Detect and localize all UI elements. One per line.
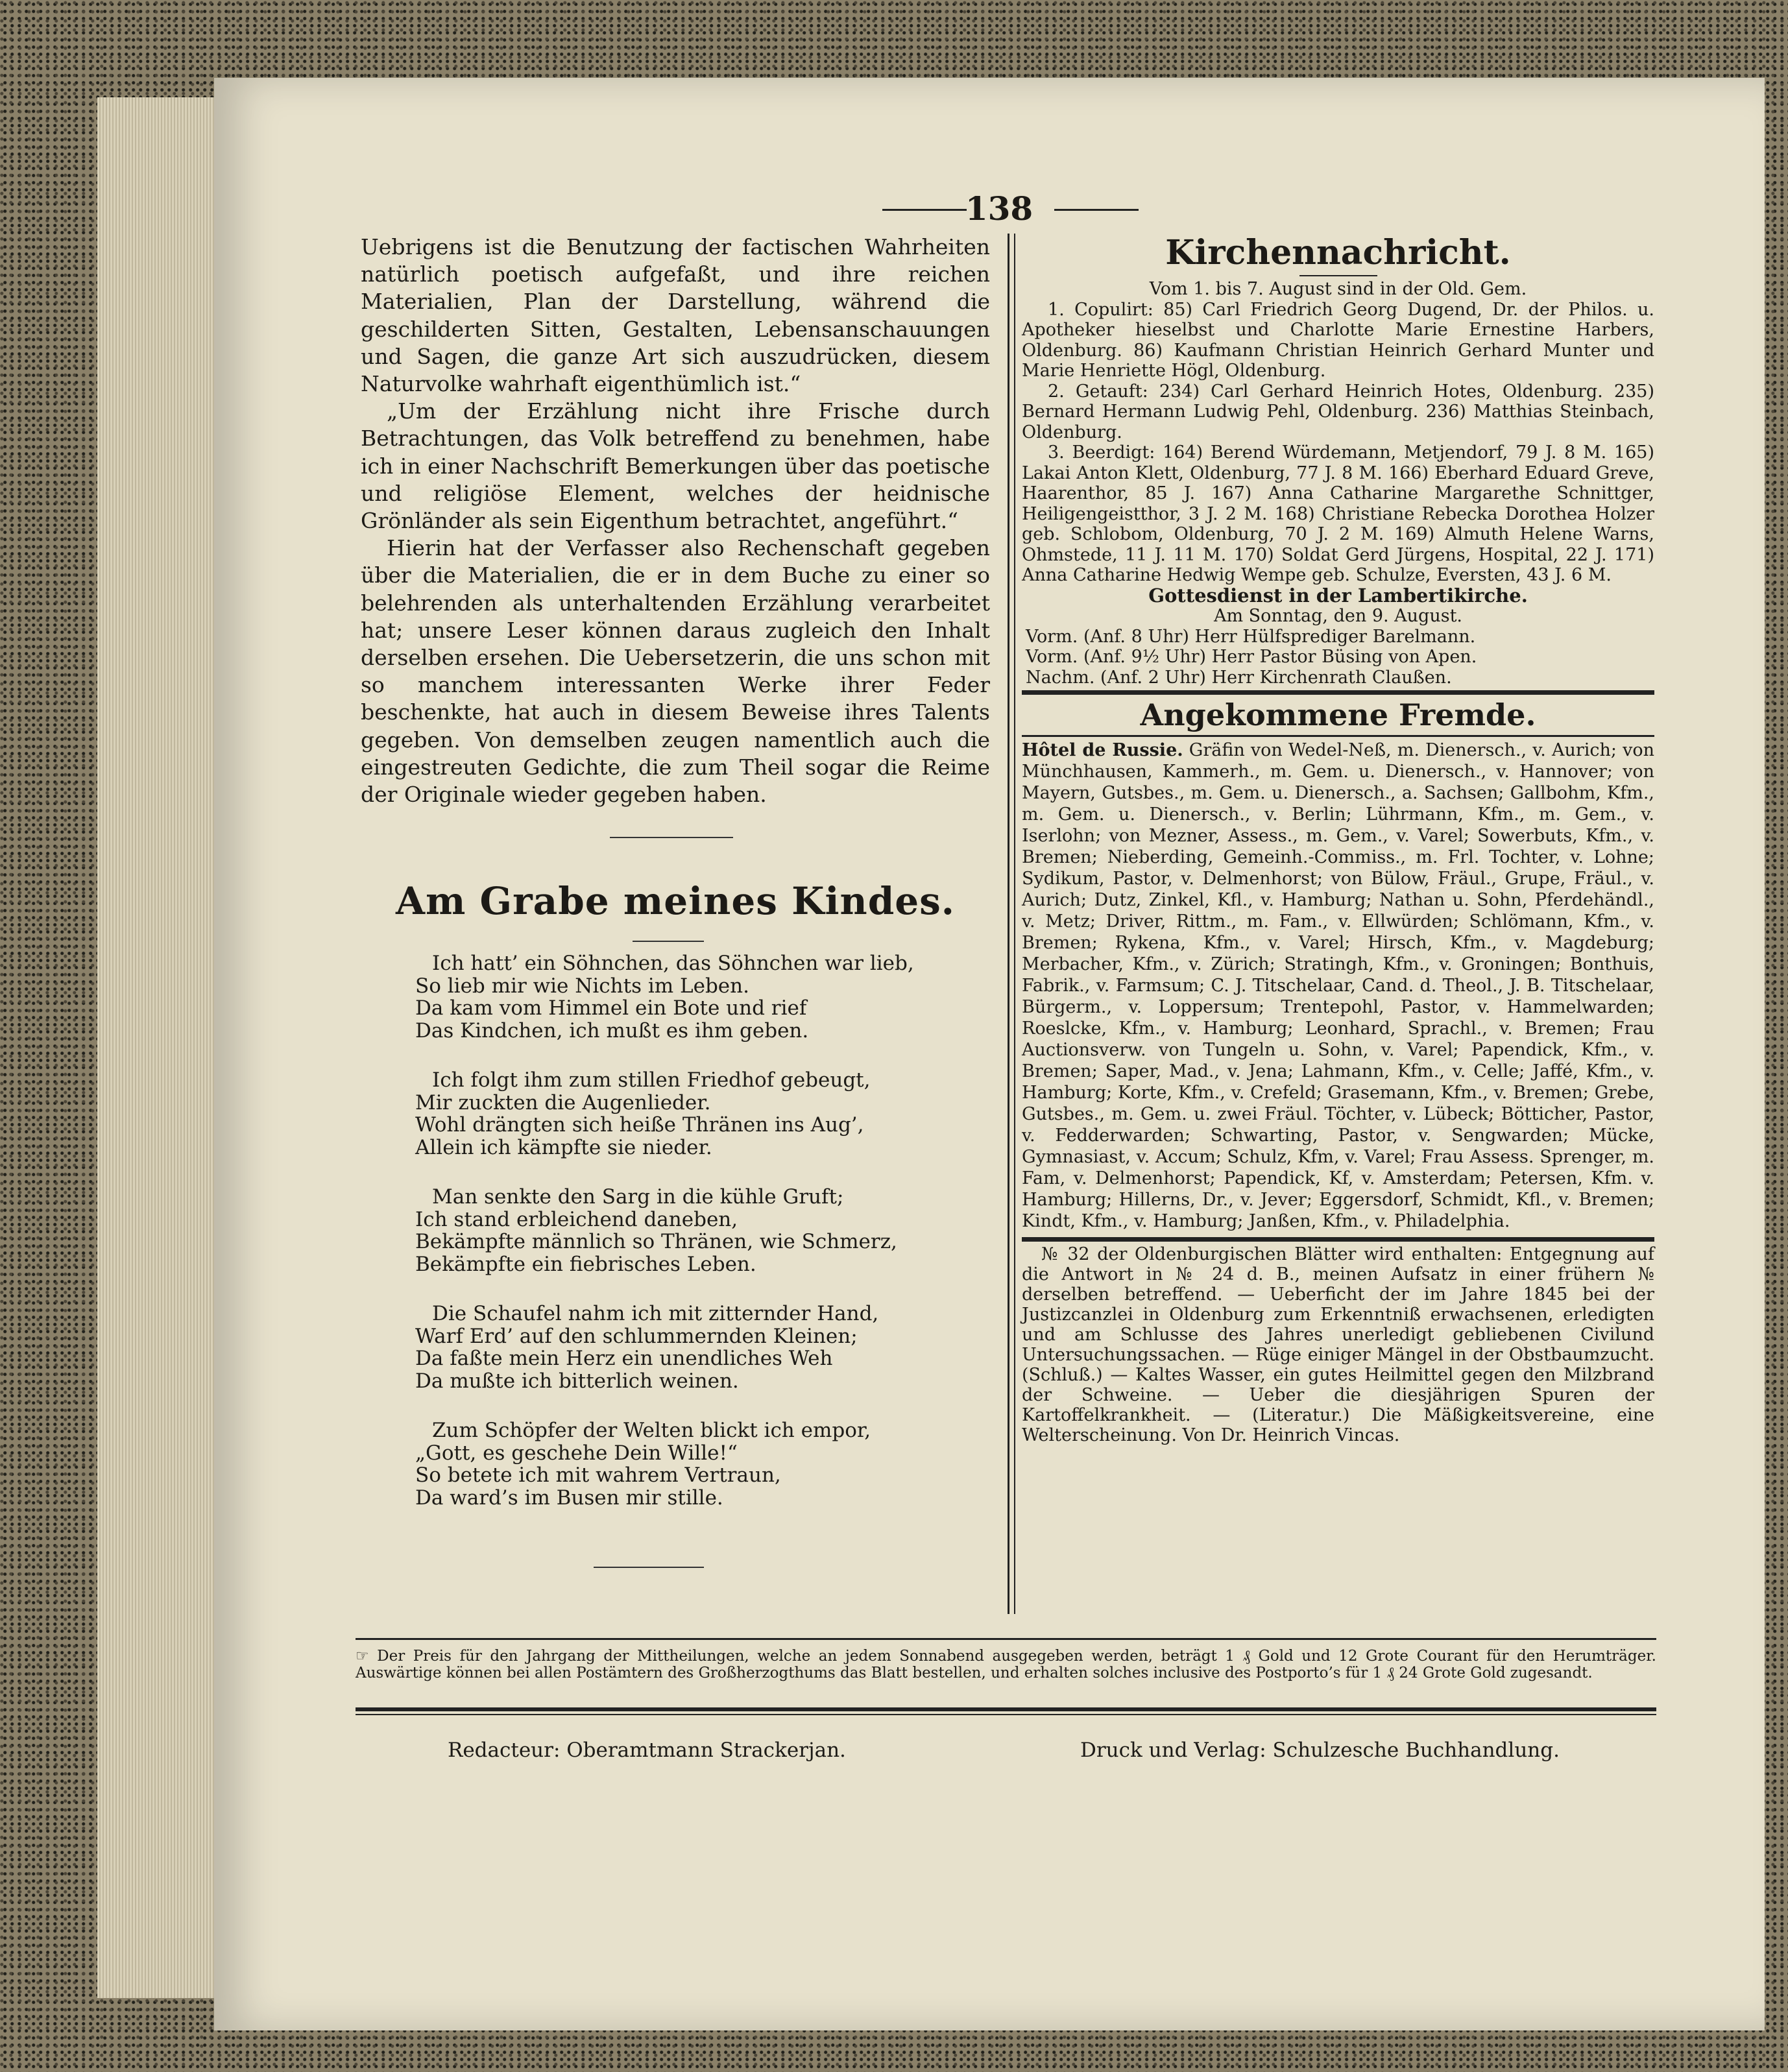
poem-stanza	[415, 1419, 986, 1509]
poem-line: Das Kindchen, ich mußt es ihm geben.	[415, 1018, 809, 1042]
service-date: Am Sonntag, den 9. August.	[1213, 606, 1463, 626]
poem-title-rule	[633, 941, 704, 942]
column-divider	[1008, 234, 1009, 1614]
poem-line: „Gott, es geschehe Dein Wille!“	[415, 1441, 738, 1465]
footer-rule-top	[356, 1638, 1656, 1640]
next-issue-notice: № 32 der Oldenburgischen Blätter wird enthalten: Entgegnung auf die Antwort in № 24 d. B., meinen Aufsatz in einer frühern № derselben betreffend. — Ueberficht der im Jahre 1845 bei der Justizcanzlei in Oldenburg zum Erkenntniß erwachsenen, erledigten und am Schlusse des Jahres unerledigt gebliebenen Civilund Untersuchungssachen. — Rüge einiger Mängel in der Obstbaumzucht. (Schluß.) — Kaltes Wasser, ein gutes Heilmittel gegen den Milzbrand der Schweine. — Ueber die diesjährigen Spuren der Kartoffelkrankheit. — (Literatur.) Die Mäßigkeitsvereine, eine Welterscheinung. Von Dr. Heinrich Vincas.	[1022, 1244, 1654, 1445]
review-text	[361, 234, 990, 808]
poem-line: So lieb mir wie Nichts im Leben.	[415, 974, 749, 998]
paragraph-3: Hierin hat der Verfasser also Rechenschaft gegeben über die Materialien, die er in dem Buche zu einer so belehrenden als unterhaltenden Erzählung verarbeitet hat; unsere Leser können daraus zugleich den Inhalt derselben ersehen. Die Uebersetzerin, die uns schon mit so manchem interessanten Werke ihrer Feder beschenkte, hat auch in diesem Beweise ihres Talents gegeben. Von demselben zeugen namentlich auch die eingestreuten Gedichte, die zum Theil sogar die Reime der Originale wieder gegeben haben.	[361, 535, 990, 808]
editor-line: Redacteur: Oberamtmann Strackerjan.	[448, 1739, 846, 1762]
poem-line: Warf Erd’ auf den schlummernden Kleinen;	[415, 1324, 858, 1348]
section-divider	[1022, 690, 1654, 695]
service-line: Vorm. (Anf. 9½ Uhr) Herr Pastor Büsing von Apen.	[1026, 647, 1477, 667]
page-number: 138	[965, 189, 1033, 228]
church-title-rule	[1299, 275, 1377, 276]
poem-end-rule	[594, 1567, 704, 1568]
poem-stanza	[415, 1303, 986, 1392]
church-entry-burials: 3. Beerdigt: 164) Berend Würdemann, Metjendorf, 79 J. 8 M. 165) Lakai Anton Klett, Oldenburg, 77 J. 8 M. 166) Eberhard Eduard Greve, Haarenthor, 85 J. 167) Anna Catharine Margarethe Schnittger, Heiligengeistthor, 3 J. 2 M. 168) Christiane Rebecka Dorothea Holzer geb. Schlobom, Oldenburg, 70 J. 2 M. 169) Almuth Helene Warns, Ohmstede, 11 J. 11 M. 170) Soldat Gerd Jürgens, Hospital, 22 J. 171) Anna Catharine Hedwig Wempe geb. Schulze, Eversten, 43 J. 6 M.	[1022, 442, 1654, 585]
arrivals-title: Angekommene Fremde.	[1140, 697, 1536, 732]
church-entry-marriages: 1. Copulirt: 85) Carl Friedrich Georg Dugend, Dr. der Philos. u. Apotheker hieselbst und Charlotte Marie Ernestine Harbers, Oldenburg. 86) Kaufmann Christian Heinrich Gerhard Munter und Marie Henriette Högl, Oldenburg.	[1022, 299, 1654, 381]
poem-line: Ich stand erbleichend daneben,	[415, 1207, 738, 1231]
poem-line: Da faßte mein Herz ein unendliches Weh	[415, 1347, 833, 1370]
poem-separator-top	[610, 837, 733, 838]
poem	[415, 952, 986, 1536]
church-news-title: Kirchennachricht.	[1165, 233, 1511, 272]
poem-line: So betete ich mit wahrem Vertraun,	[415, 1464, 781, 1487]
arrivals-hotel: Hôtel de Russie.	[1022, 740, 1183, 760]
column-divider-second	[1014, 234, 1015, 1614]
service-title: Gottesdienst in der Lambertikirche.	[1148, 584, 1528, 607]
arrivals-text: Gräfin von Wedel-Neß, m. Dienersch., v. Aurich; von Münchhausen, Kammerh., m. Gem. u. Dienersch., v. Hannover; von Mayern, Gutsbes., m. Gem. u. Dienersch., a. Sachsen; Gallbohm, Kfm., m. Gem. u. Dienersch., v. Berlin; Lührmann, Kfm., m. Gem., v. Iserlohn; von Mezner, Assess., m. Gem., v. Varel; Sowerbuts, Kfm., v. Bremen; Nieberding, Gemeinh.-Commiss., m. Frl. Tochter, v. Lohne; Sydikum, Pastor, v. Delmenhorst; von Bülow, Fräul., Grupe, Fräul., v. Aurich; Dutz, Zinkel, Kfl., v. Hamburg; Nathan u. Sohn, Pferdehändl., v. Metz; Driver, Rittm., m. Fam., v. Ellwürden; Schlömann, Kfm., v. Bremen; Rykena, Kfm., v. Varel; Hirsch, Kfm., v. Magdeburg; Merbacher, Kfm., v. Zürich; Stratingh, Kfm., v. Groningen; Bonthuis, Fabrik., v. Farmsum; C. J. Titschelaar, Cand. d. Theol., J. B. Titschelaar, Bürgerm., v. Loppersum; Trentepohl, Pastor, v. Hammelwarden; Roeslcke, Kfm., v. Hamburg; Leonhard, Sprachl., v. Bremen; Frau Auctionsverw. von Tungeln u. Sohn, v. Varel; Papendick, Kfm., v. Bremen; Saper, Mad., v. Jena; Lahmann, Kfm., v. Celle; Jaffé, Kfm., v. Hamburg; Korte, Kfm., v. Crefeld; Grasemann, Kfm., v. Bremen; Grebe, Gutsbes., m. Gem. u. zwei Fräul. Töchter, v. Lübeck; Bötticher, Pastor, v. Fedderwarden; Schwarting, Pastor, v. Sengwarden; Mücke, Gymnasiast, v. Accum; Schulz, Kfm, v. Varel; Frau Assess. Sprenger, m. Fam, v. Delmenhorst; Papendick, Kf, v. Amsterdam; Petersen, Kfm. v. Hamburg; Hillerns, Dr., v. Jever; Eggersdorf, Schmidt, Kfl., v. Bremen; Kindt, Kfm., v. Hamburg; Janßen, Kfm., v. Philadelphia.	[1022, 740, 1654, 1231]
poem-line: Wohl drängten sich heiße Thränen ins Aug’,	[415, 1113, 864, 1137]
paragraph-1: Uebrigens ist die Benutzung der factischen Wahrheiten natürlich poetisch aufgefaßt, und ihre reichen Materialien, Plan der Darstellung, während die geschilderten Sitten, Gestalten, Lebensanschauungen und Sagen, die ganze Art sich auszudrücken, diesem Naturvolke wahrhaft eigenthümlich ist.“	[361, 234, 990, 397]
footer-rule-bottom	[356, 1707, 1656, 1711]
service-line: Vorm. (Anf. 8 Uhr) Herr Hülfsprediger Barelmann.	[1026, 626, 1476, 647]
printer-line: Druck und Verlag: Schulzesche Buchhandlung.	[1080, 1739, 1560, 1762]
church-entry-baptisms: 2. Getauft: 234) Carl Gerhard Heinrich Hotes, Oldenburg. 235) Bernard Hermann Ludwig Pehl, Oldenburg. 236) Matthias Steinbach, Oldenburg.	[1022, 381, 1654, 442]
poem-line: Man senkte den Sarg in die kühle Gruft;	[432, 1185, 844, 1209]
poem-title: Am Grabe meines Kindes.	[395, 879, 956, 923]
church-news-intro: Vom 1. bis 7. August sind in der Old. Gem.	[1149, 279, 1527, 299]
poem-line: Bekämpfte ein fiebrisches Leben.	[415, 1252, 756, 1276]
right-column	[1022, 234, 1654, 1445]
poem-line: Zum Schöpfer der Welten blickt ich empor,	[432, 1419, 871, 1442]
poem-line: Bekämpfte männlich so Thränen, wie Schmerz,	[415, 1230, 897, 1253]
service-line: Nachm. (Anf. 2 Uhr) Herr Kirchenrath Claußen.	[1026, 667, 1452, 688]
poem-line: Da kam vom Himmel ein Bote und rief	[415, 996, 807, 1020]
poem-stanza	[415, 1069, 986, 1159]
poem-line: Da mußte ich bitterlich weinen.	[415, 1369, 739, 1393]
page-stack-edge	[97, 97, 221, 1998]
poem-line: Allein ich kämpfte sie nieder.	[415, 1135, 712, 1159]
poem-line: Mir zuckten die Augenlieder.	[415, 1090, 711, 1114]
poem-stanza	[415, 1186, 986, 1275]
left-column	[361, 234, 990, 808]
poem-line: Ich folgt ihm zum stillen Friedhof gebeugt,	[432, 1068, 871, 1092]
paragraph-2: „Um der Erzählung nicht ihre Frische durch Betrachtungen, das Volk betreffend zu benehmen, habe ich in einer Nachschrift Bemerkungen über das poetische und religiöse Element, welches der heidnische Grönländer als sein Eigenthum betrachtet, angeführt.“	[361, 398, 990, 534]
poem-line: Da ward’s im Busen mir stille.	[415, 1486, 723, 1510]
arrivals-title-rule	[1022, 735, 1654, 737]
footer-rule-bottom-thin	[356, 1714, 1656, 1715]
arrivals-list	[1022, 740, 1654, 1232]
poem-line: Die Schaufel nahm ich mit zitternder Hand,	[432, 1302, 879, 1325]
poem-line: Ich hatt’ ein Söhnchen, das Söhnchen war lieb,	[432, 952, 914, 975]
section-divider	[1022, 1237, 1654, 1242]
subscription-notice: ☞ Der Preis für den Jahrgang der Mittheilungen, welche an jedem Sonnabend ausgegeben werden, beträgt 1 ₰ Gold und 12 Grote Courant für den Herumträger. Auswärtige können bei allen Postämtern des Großherzogthums das Blatt bestellen, und erhalten solches inclusive des Postporto’s für 1 ₰ 24 Grote Gold zugesandt.	[356, 1648, 1656, 1681]
poem-stanza	[415, 952, 986, 1042]
page-number-rule-right	[1054, 209, 1139, 211]
